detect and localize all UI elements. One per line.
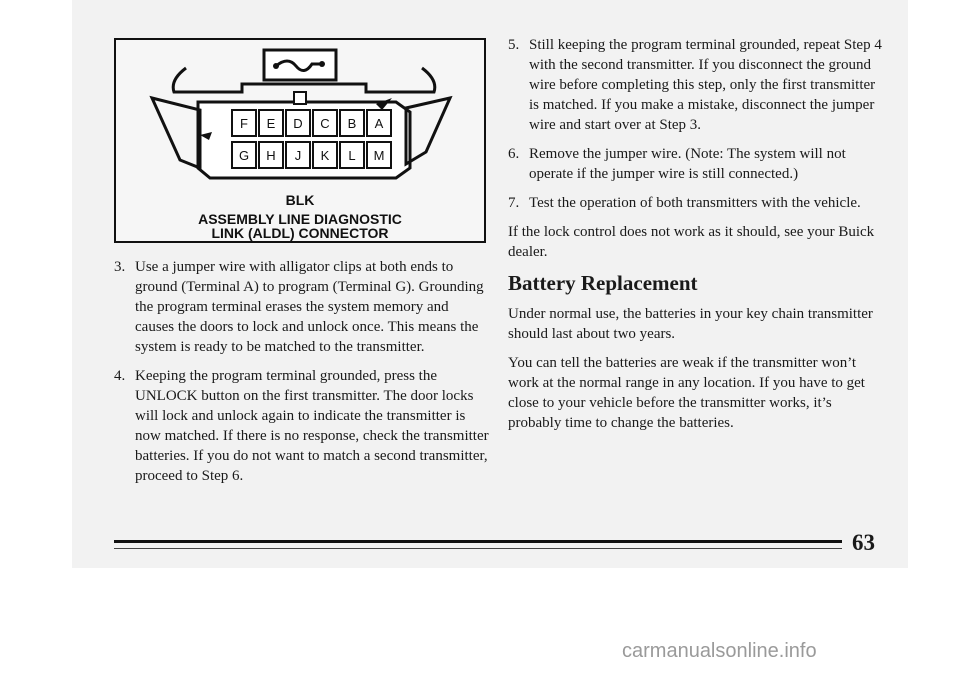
left-column	[114, 257, 490, 495]
connector-right-wedge	[406, 98, 450, 164]
footer-rule	[114, 540, 842, 543]
step-text: Remove the jumper wire. (Note: The system will not operate if the jumper wire is still connected.)	[529, 146, 846, 182]
aldl-connector-diagram	[114, 38, 486, 243]
section-heading: Battery Replacement	[508, 271, 698, 295]
step-text: Keeping the program terminal grounded, press the UNLOCK button on the first transmitter. The door locks will lock and unlock again to indicate the transmitter is now matched. If there is no response, check the transmitter batteries. If you do not want to match a second transmitter, proceed to Step 6.	[135, 368, 489, 484]
pin-label: F	[240, 116, 248, 131]
step-number: 7.	[508, 195, 520, 211]
watermark-text: carmanualsonline.info	[622, 640, 817, 662]
battery-paragraph: Under normal use, the batteries in your key chain transmitter should last about two years.	[508, 306, 873, 342]
jumper-end-dot	[273, 63, 279, 69]
pin-label: K	[320, 148, 330, 163]
pin-label: A	[374, 116, 384, 131]
pin-label: B	[347, 116, 357, 131]
step-text: Use a jumper wire with alligator clips at both ends to ground (Terminal A) to program (Terminal G). Grounding the program terminal erases the system memory and causes the doors to lock and unlock once. This means the system is ready to be matched to the transmitter.	[135, 259, 484, 355]
step-5	[508, 35, 884, 135]
pin-label: H	[266, 148, 276, 163]
step-7	[508, 193, 884, 213]
step-number: 6.	[508, 146, 520, 162]
page-number: 63	[852, 530, 875, 555]
step-number: 4.	[114, 368, 126, 384]
step-text: Test the operation of both transmitters with the vehicle.	[529, 195, 861, 211]
footer-rule-thin	[114, 548, 842, 549]
connector-key	[294, 92, 306, 104]
step-3	[114, 257, 490, 357]
wire-color-label: BLK	[285, 192, 315, 208]
pin-label: E	[266, 116, 276, 131]
step-text: Still keeping the program terminal grounded, repeat Step 4 with the second transmitter. If you disconnect the ground wire before completing this step, only the first transmitter is matched. If you make a mistake, disconnect the jumper wire and start over at Step 3.	[529, 37, 882, 133]
step-6	[508, 144, 884, 184]
step-4	[114, 366, 490, 486]
pin-label: D	[293, 116, 303, 131]
diagram-caption-line1: ASSEMBLY LINE DIAGNOSTIC	[198, 211, 402, 227]
jumper-end-dot	[319, 61, 325, 67]
right-column	[508, 35, 884, 442]
step-number: 5.	[508, 37, 520, 53]
step-number: 3.	[114, 259, 126, 275]
pin-label: C	[320, 116, 330, 131]
pin-label: M	[373, 148, 385, 163]
pin-label: L	[348, 148, 356, 163]
lock-control-note: If the lock control does not work as it should, see your Buick dealer.	[508, 224, 875, 260]
battery-paragraph: You can tell the batteries are weak if the transmitter won’t work at the normal range in any location. If you have to get close to your vehicle before the transmitter works, it’s probably time to change the batteries.	[508, 355, 865, 431]
connector-left-wedge	[152, 98, 200, 168]
pin-label: G	[238, 148, 250, 163]
diagram-caption-line2: LINK (ALDL) CONNECTOR	[211, 225, 389, 241]
pin-label: J	[294, 148, 302, 163]
